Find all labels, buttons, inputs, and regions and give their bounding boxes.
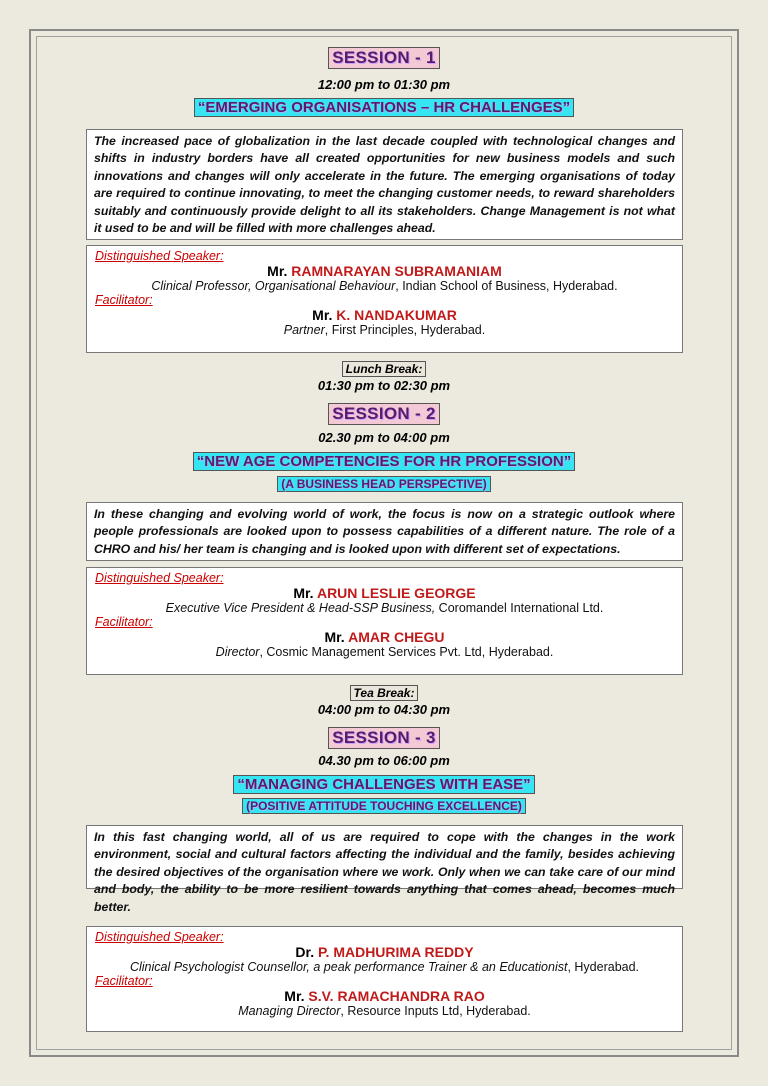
session-2-description: In these changing and evolving world of work, the focus is now on a strategic outlook where people professionals are looked upon to possess capabilities of a different nature. The role of a CHRO and his/ her team is changing and is looked upon with different set of expectations. xyxy=(94,507,675,556)
designation-rest: , Hyderabad. xyxy=(567,960,640,974)
session-2-speaker xyxy=(95,585,674,601)
designation-rest: , First Principles, Hyderabad. xyxy=(324,323,486,337)
session-3-speakers-box xyxy=(86,926,683,1032)
session-1-header xyxy=(0,47,768,69)
session-2-subtheme-wrap xyxy=(0,475,768,493)
session-1-time: 12:00 pm to 01:30 pm xyxy=(317,77,451,92)
session-3-facilitator-designation xyxy=(95,1004,674,1018)
facilitator-title: Mr. xyxy=(312,307,333,323)
session-1-speakers-box xyxy=(86,245,683,353)
session-2-subtheme: (A BUSINESS HEAD PERSPECTIVE) xyxy=(277,476,491,492)
session-2-title: SESSION - 2 xyxy=(328,403,439,425)
speaker-title: Mr. xyxy=(267,263,288,279)
session-2-header xyxy=(0,403,768,425)
designation-italic: Managing Director xyxy=(238,1004,341,1018)
session-3-description: In this fast changing world, all of us are required to cope with the changes in the work environment, social and cultural factors affecting the individual and the family, besides achieving the desired objectives of the organisation where we work. Only when we can take care of our mind and body, the ability to be more resilient towards anything that comes ahead, becomes much better. xyxy=(94,830,675,914)
session-1-speaker-label: Distinguished Speaker: xyxy=(95,249,224,263)
speaker-name: RAMNARAYAN SUBRAMANIAM xyxy=(291,263,502,279)
designation-rest: , Cosmic Management Services Pvt. Ltd, Hyderabad. xyxy=(259,645,554,659)
session-3-description-box xyxy=(86,825,683,914)
session-3-header xyxy=(0,727,768,749)
tea-break-label: Tea Break: xyxy=(350,685,419,701)
session-2-speaker-label: Distinguished Speaker: xyxy=(95,571,224,585)
session-2-speakers-box xyxy=(86,567,683,675)
session-1-theme-wrap xyxy=(0,98,768,117)
session-3-title: SESSION - 3 xyxy=(328,727,439,749)
designation-rest: , Indian School of Business, Hyderabad. xyxy=(395,279,618,293)
session-3-speaker-label: Distinguished Speaker: xyxy=(95,930,224,944)
lunch-break xyxy=(0,360,768,378)
tea-break xyxy=(0,684,768,702)
designation-italic: Clinical Professor, Organisational Behaviour xyxy=(151,279,396,293)
designation-rest: , Resource Inputs Ltd, Hyderabad. xyxy=(340,1004,531,1018)
tea-break-time: 04:00 pm to 04:30 pm xyxy=(317,702,451,717)
session-2-theme-wrap xyxy=(0,452,768,471)
session-1-theme: “EMERGING ORGANISATIONS – HR CHALLENGES” xyxy=(194,98,574,117)
session-3-speaker xyxy=(95,944,674,960)
session-1-speaker xyxy=(95,263,674,279)
facilitator-name: AMAR CHEGU xyxy=(348,629,445,645)
facilitator-title: Mr. xyxy=(284,988,305,1004)
session-2-facilitator-designation xyxy=(95,645,674,659)
facilitator-name: K. NANDAKUMAR xyxy=(336,307,457,323)
session-3-time: 04.30 pm to 06:00 pm xyxy=(318,753,450,768)
designation-rest: Coromandel International Ltd. xyxy=(435,601,604,615)
session-3-theme-wrap xyxy=(0,775,768,794)
designation-italic: Partner xyxy=(283,323,325,337)
session-3-theme: “MANAGING CHALLENGES WITH EASE” xyxy=(233,775,534,794)
lunch-break-time: 01:30 pm to 02:30 pm xyxy=(317,378,451,393)
session-1-facilitator-label: Facilitator: xyxy=(95,293,153,307)
lunch-break-label: Lunch Break: xyxy=(342,361,427,377)
designation-italic: Clinical Psychologist Counsellor, a peak performance Trainer & an Educationist xyxy=(129,960,568,974)
session-2-facilitator xyxy=(95,629,674,645)
designation-italic: Director xyxy=(215,645,260,659)
session-2-facilitator-label: Facilitator: xyxy=(95,615,153,629)
session-3-subtheme-wrap xyxy=(0,797,768,815)
session-1-description-box xyxy=(86,129,683,240)
speaker-title: Mr. xyxy=(293,585,314,601)
facilitator-name: S.V. RAMACHANDRA RAO xyxy=(308,988,485,1004)
speaker-title: Dr. xyxy=(295,944,315,960)
session-1-facilitator-designation xyxy=(95,323,674,337)
session-2-speaker-designation xyxy=(95,601,674,615)
speaker-name: P. MADHURIMA REDDY xyxy=(318,944,474,960)
session-1-facilitator xyxy=(95,307,674,323)
designation-italic: Executive Vice President & Head-SSP Business, xyxy=(165,601,436,615)
session-3-subtheme: (POSITIVE ATTITUDE TOUCHING EXCELLENCE) xyxy=(242,798,526,814)
session-1-title: SESSION - 1 xyxy=(328,47,439,69)
session-2-description-box xyxy=(86,502,683,561)
session-3-facilitator xyxy=(95,988,674,1004)
session-2-theme: “NEW AGE COMPETENCIES FOR HR PROFESSION” xyxy=(193,452,575,471)
session-1-description: The increased pace of globalization in the last decade coupled with technological changes and shifts in industry borders have all created opportunities for new business models and such innovations and changes will only accelerate in the future. The emerging organisations of today are required to continue innovating, to meet the changing customer needs, to reward shareholders suitably and continuously provide delight to all its stakeholders. Change Management is not what it used to be and will be filled with more challenges ahead. xyxy=(94,134,675,236)
session-1-speaker-designation xyxy=(95,279,674,293)
speaker-name: ARUN LESLIE GEORGE xyxy=(316,585,476,601)
facilitator-title: Mr. xyxy=(324,629,345,645)
session-3-facilitator-label: Facilitator: xyxy=(95,974,153,988)
session-3-speaker-designation xyxy=(95,960,674,974)
session-2-time: 02.30 pm to 04:00 pm xyxy=(318,430,450,445)
